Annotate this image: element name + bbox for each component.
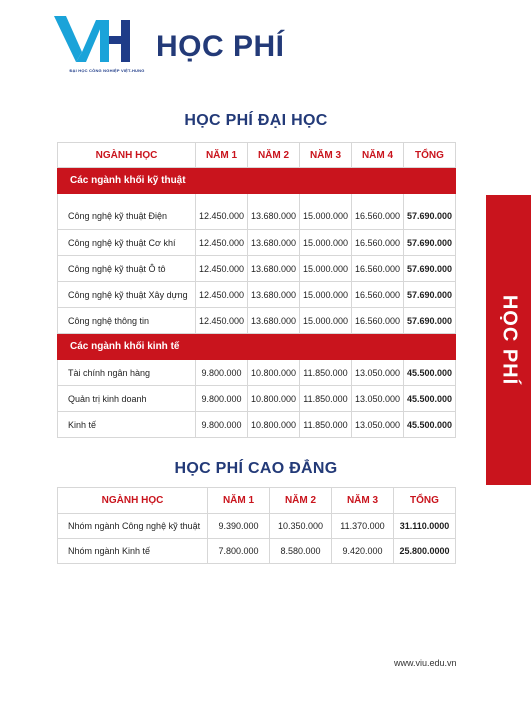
fee-year-2: 13.680.000: [248, 282, 300, 308]
fee-year-3: 11.850.000: [300, 386, 352, 412]
fee-total: 45.500.000: [404, 386, 456, 412]
fee-total: 25.800.0000: [394, 539, 456, 564]
fee-total: 57.690.000: [404, 230, 456, 256]
major-name: Công nghệ kỹ thuật Ô tô: [58, 256, 196, 282]
fee-year-1: 9.800.000: [196, 412, 248, 438]
fee-year-1: 12.450.000: [196, 194, 248, 230]
table-row: [58, 412, 456, 438]
table-row: [58, 539, 456, 564]
side-tab-label: HỌC PHÍ: [498, 294, 520, 386]
fee-year-4: 16.560.000: [352, 282, 404, 308]
fee-year-4: 16.560.000: [352, 230, 404, 256]
major-name: Công nghệ kỹ thuật Cơ khí: [58, 230, 196, 256]
fee-year-2: 10.800.000: [248, 386, 300, 412]
table-header-row: [58, 143, 456, 168]
header-major: NGÀNH HỌC: [58, 143, 196, 168]
fee-year-4: 16.560.000: [352, 194, 404, 230]
viu-logo-mark: [52, 14, 132, 66]
group-label: Các ngành khối kinh tế: [58, 334, 456, 360]
fee-year-3: 11.850.000: [300, 412, 352, 438]
fee-year-1: 9.390.000: [208, 514, 270, 539]
fee-year-2: 13.680.000: [248, 308, 300, 334]
header-year-1: NĂM 1: [196, 143, 248, 168]
header-year-2: NĂM 2: [270, 488, 332, 514]
header-total: TỔNG: [394, 488, 456, 514]
table-header-row: [58, 488, 456, 514]
table-row: [58, 308, 456, 334]
fee-year-3: 15.000.000: [300, 308, 352, 334]
fee-year-2: 10.350.000: [270, 514, 332, 539]
fee-year-2: 13.680.000: [248, 256, 300, 282]
major-name: Nhóm ngành Công nghệ kỹ thuật: [58, 514, 208, 539]
fee-year-3: 11.850.000: [300, 360, 352, 386]
fee-total: 57.690.000: [404, 308, 456, 334]
header-year-1: NĂM 1: [208, 488, 270, 514]
table-row: [58, 256, 456, 282]
table-row: [58, 386, 456, 412]
major-name: Kinh tế: [58, 412, 196, 438]
fee-year-1: 12.450.000: [196, 256, 248, 282]
fee-year-1: 12.450.000: [196, 308, 248, 334]
fee-year-1: 9.800.000: [196, 360, 248, 386]
table-row: [58, 360, 456, 386]
fee-year-3: 15.000.000: [300, 256, 352, 282]
fee-total: 57.690.000: [404, 282, 456, 308]
major-name: Công nghệ kỹ thuật Điện: [58, 194, 196, 230]
fee-year-4: 16.560.000: [352, 308, 404, 334]
major-name: Tài chính ngân hàng: [58, 360, 196, 386]
major-name: Công nghệ thông tin: [58, 308, 196, 334]
fee-year-3: 15.000.000: [300, 230, 352, 256]
fee-total: 57.690.000: [404, 194, 456, 230]
group-row-economics: [58, 334, 456, 360]
fee-year-2: 8.580.000: [270, 539, 332, 564]
header-year-4: NĂM 4: [352, 143, 404, 168]
fee-year-4: 13.050.000: [352, 360, 404, 386]
table-row: [58, 514, 456, 539]
website-link[interactable]: www.viu.edu.vn: [394, 658, 457, 668]
table-row: [58, 282, 456, 308]
fee-year-2: 13.680.000: [248, 230, 300, 256]
fee-year-3: 15.000.000: [300, 194, 352, 230]
university-fee-table: [57, 142, 456, 438]
table-row: [58, 194, 456, 230]
fee-year-3: 15.000.000: [300, 282, 352, 308]
college-fee-table: [57, 487, 456, 564]
header-major: NGÀNH HỌC: [58, 488, 208, 514]
fee-year-2: 13.680.000: [248, 194, 300, 230]
fee-year-1: 12.450.000: [196, 230, 248, 256]
fee-year-3: 11.370.000: [332, 514, 394, 539]
fee-year-3: 9.420.000: [332, 539, 394, 564]
header-total: TỔNG: [404, 143, 456, 168]
fee-year-4: 13.050.000: [352, 412, 404, 438]
header-year-3: NĂM 3: [332, 488, 394, 514]
college-fee-title: HỌC PHÍ CAO ĐẲNG: [174, 460, 338, 477]
group-row-engineering: [58, 168, 456, 194]
university-fee-title: HỌC PHÍ ĐẠI HỌC: [184, 112, 328, 129]
major-name: Quản trị kinh doanh: [58, 386, 196, 412]
fee-year-2: 10.800.000: [248, 412, 300, 438]
table-row: [58, 230, 456, 256]
page-title: HỌC PHÍ: [156, 30, 285, 63]
major-name: Công nghệ kỹ thuật Xây dựng: [58, 282, 196, 308]
fee-year-1: 9.800.000: [196, 386, 248, 412]
fee-total: 45.500.000: [404, 412, 456, 438]
fee-total: 57.690.000: [404, 256, 456, 282]
fee-year-4: 13.050.000: [352, 386, 404, 412]
major-name: Nhóm ngành Kinh tế: [58, 539, 208, 564]
fee-year-1: 7.800.000: [208, 539, 270, 564]
header-year-2: NĂM 2: [248, 143, 300, 168]
header-year-3: NĂM 3: [300, 143, 352, 168]
group-label: Các ngành khối kỹ thuật: [58, 168, 456, 194]
fee-year-2: 10.800.000: [248, 360, 300, 386]
fee-total: 45.500.000: [404, 360, 456, 386]
fee-total: 31.110.0000: [394, 514, 456, 539]
side-tab: [486, 195, 531, 485]
fee-year-1: 12.450.000: [196, 282, 248, 308]
viu-logo: [52, 14, 162, 78]
logo-tagline: ĐẠI HỌC CÔNG NGHIỆP VIỆT-HUNG: [69, 68, 145, 73]
fee-year-4: 16.560.000: [352, 256, 404, 282]
